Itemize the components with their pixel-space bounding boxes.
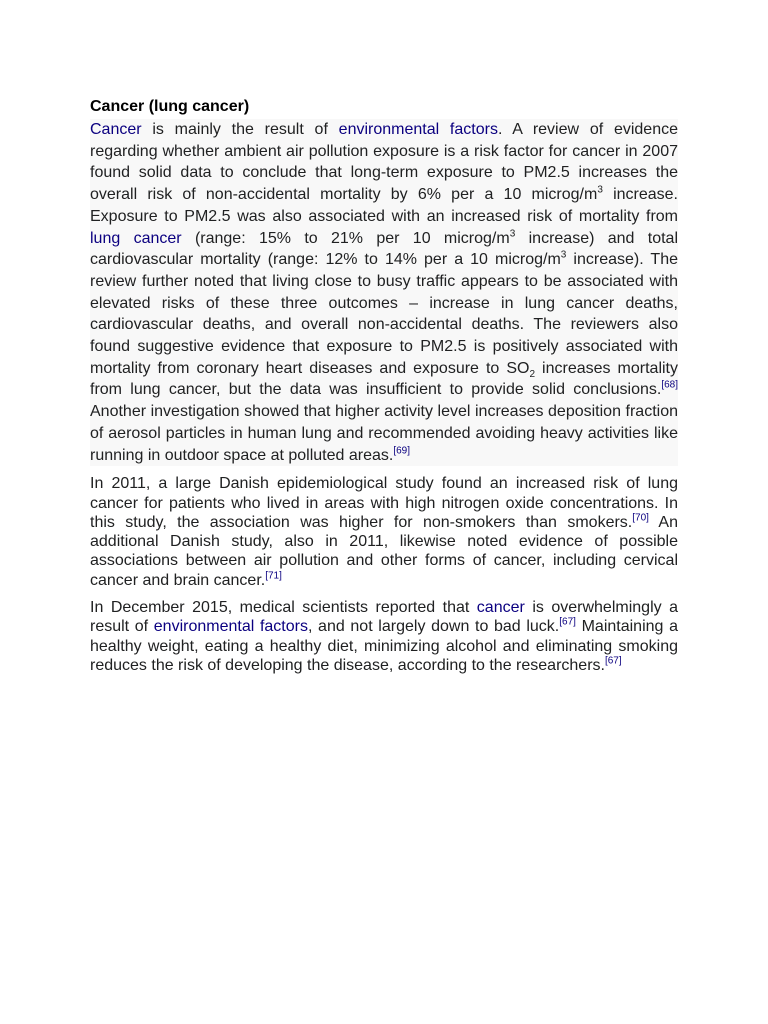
- text: In 2011, a large Danish epidemiological study found an increased risk of lung cancer for patients who lived in areas with high nitrogen oxide concentrations. In this study, the association was higher for non-smokers than smokers.: [90, 475, 678, 531]
- superscript: 3: [509, 228, 516, 240]
- link-cancer[interactable]: cancer: [476, 599, 525, 617]
- text: is overwhelmingly a result of: [90, 599, 678, 636]
- reference-link[interactable]: [68]: [661, 380, 678, 392]
- reference-69[interactable]: [393, 445, 410, 456]
- text: increase. Exposure to PM2.5 was also associated with an increased risk of mortality from: [90, 186, 678, 225]
- link-cancer[interactable]: Cancer: [90, 121, 142, 138]
- reference-71[interactable]: [265, 570, 282, 581]
- paragraph-1: [90, 119, 678, 466]
- reference-67[interactable]: [559, 617, 576, 628]
- text: (range: 15% to 21% per 10 microg/m: [181, 229, 510, 247]
- text: increase). The review further noted that living close to busy traffic appears to be associated with elevated risks of these three outcomes – increase in lung cancer deaths, cardiovascular deaths, and overall non-accidental deaths. The reviewers also found suggestive evidence that exposure to PM2.5 is positively associated with mortality from coronary heart diseases and exposure to SO: [90, 251, 678, 377]
- text: is mainly the result of: [141, 121, 339, 138]
- reference-68[interactable]: [661, 380, 678, 391]
- section-heading: Cancer (lung cancer): [90, 98, 250, 115]
- text: . A review of evidence regarding whether ambient air pollution exposure is a risk factor for cancer in 2007 found solid data to conclude that long-term exposure to PM2.5 increases the overall risk of non-accidental mortality by 6% per a 10 microg/m: [90, 121, 678, 204]
- article-section: [90, 97, 678, 675]
- paragraph-3: [90, 598, 678, 675]
- link-environmental-factors[interactable]: environmental factors: [338, 121, 498, 138]
- reference-link[interactable]: [71]: [265, 570, 282, 582]
- link-environmental-factors[interactable]: environmental factors: [153, 618, 308, 636]
- subscript: 2: [529, 368, 536, 380]
- text: An additional Danish study, also in 2011, likewise noted evidence of possible associations between air pollution and other forms of cancer, including cervical cancer and brain cancer.: [90, 513, 679, 589]
- superscript: 3: [597, 184, 603, 196]
- reference-link[interactable]: [70]: [632, 512, 649, 524]
- superscript: 3: [560, 249, 567, 261]
- reference-70[interactable]: [632, 513, 649, 524]
- text: Maintaining a healthy weight, eating a healthy diet, minimizing alcohol and eliminating smoking reduces the risk of developing the disease, according to the researchers.: [90, 618, 678, 674]
- text: Another investigation showed that higher activity level increases deposition fraction of aerosol particles in human lung and recommended avoiding heavy activities like running in outdoor space at polluted areas.: [90, 403, 678, 464]
- text: increase) and total cardiovascular mortality (range: 12% to 14% per a 10 microg/m: [90, 229, 679, 269]
- text: , and not largely down to bad luck.: [307, 618, 560, 636]
- text: increases mortality from lung cancer, but the data was insufficient to provide solid conclusions.: [90, 359, 679, 399]
- reference-link[interactable]: [67]: [604, 655, 622, 667]
- paragraph-2: [90, 474, 678, 590]
- link-lung-cancer[interactable]: lung cancer: [90, 229, 182, 247]
- reference-link[interactable]: [67]: [559, 617, 576, 628]
- text: In December 2015, medical scientists reported that: [90, 599, 477, 617]
- reference-67[interactable]: [605, 656, 622, 667]
- reference-link[interactable]: [69]: [393, 445, 411, 457]
